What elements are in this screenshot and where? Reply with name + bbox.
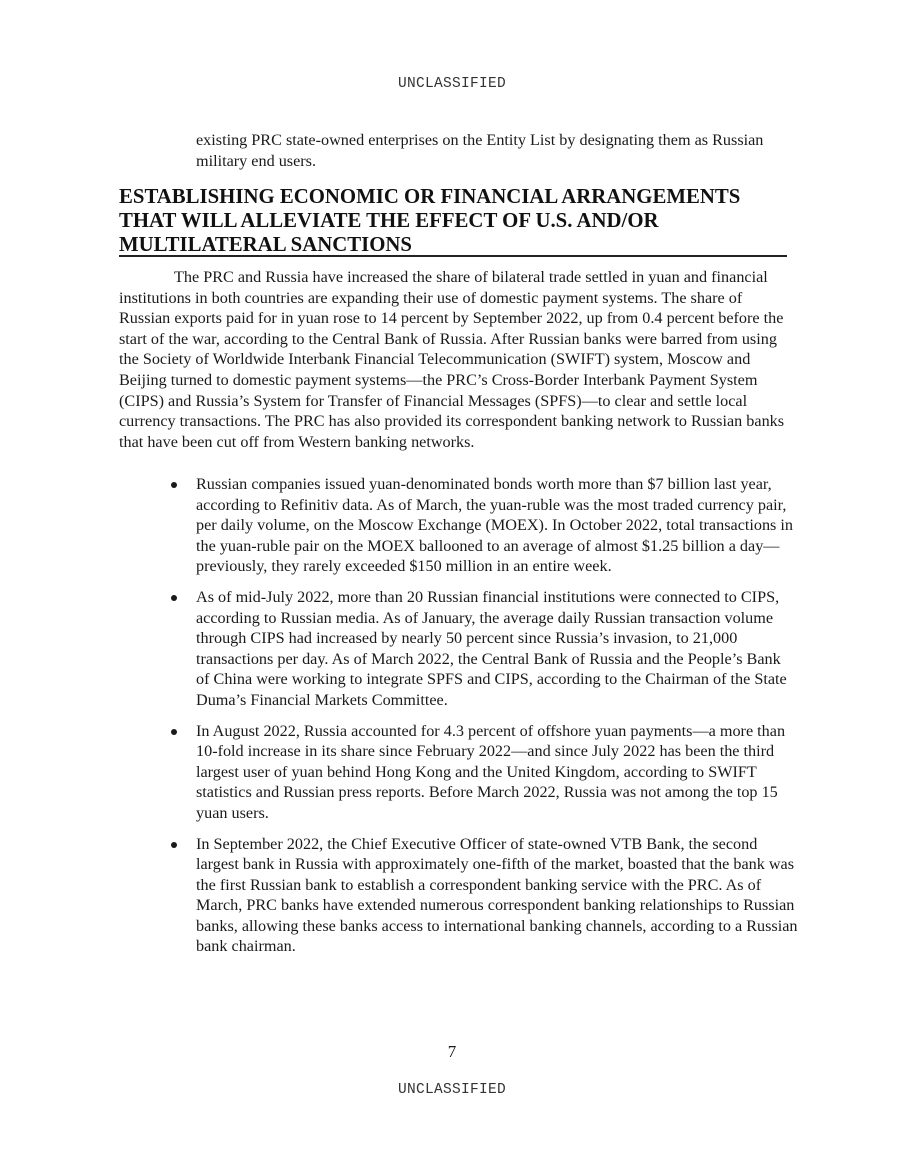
intro-paragraph: The PRC and Russia have increased the share of bilateral trade settled in yuan and financial institutions in both countries are expanding their use of domestic payment systems. The share of Russian exports paid for in yuan rose to 14 percent by September 2022, up from 0.4 percent before the start of the war, according to the Central Bank of Russia. After Russian banks were barred from using the Society of Worldwide Interbank Financial Telecommunication (SWIFT) system, Moscow and Beijing turned to domestic payment systems—the PRC’s Cross-Border Interbank Payment System (CIPS) and Russia’s System for Transfer of Financial Messages (SPFS)—to clear and settle local currency transactions. The PRC has also provided its correspondent banking network to Russian banks that have been cut off from Western banking networks. [119, 268, 785, 451]
bullet-text: In August 2022, Russia accounted for 4.3 percent of offshore yuan payments—a more than 10-fold increase in its share since February 2022—and since July 2022 has been the third largest user of yuan behind Hong Kong and the United Kingdom, according to SWIFT statistics and Russian press reports. Before March 2022, Russia was not among the top 15 yuan users. [196, 721, 786, 822]
heading-underline [119, 255, 787, 257]
bullet-item [168, 834, 798, 958]
bullet-item [168, 587, 798, 711]
bullet-dot-icon [171, 842, 177, 848]
bullet-text: In September 2022, the Chief Executive Officer of state-owned VTB Bank, the second largest bank in Russia with approximately one-fifth of the market, boasted that the bank was the first Russian bank to establish a correspondent banking service with the PRC. As of March, PRC banks have extended numerous correspondent banking relationships to Russian banks, allowing these banks access to international banking channels, according to a Russian bank chairman. [196, 834, 798, 956]
bullet-dot-icon [171, 729, 177, 735]
bullet-text: Russian companies issued yuan-denominated bonds worth more than $7 billion last year, according to Refinitiv data. As of March, the yuan-ruble was the most traded currency pair, per daily volume, on the Moscow Exchange (MOEX). In October 2022, total transactions in the yuan-ruble pair on the MOEX ballooned to an average of almost $1.25 billion a day—previously, they rarely exceeded $150 million in an entire week. [196, 475, 793, 576]
bottom-classification-marking: UNCLASSIFIED [397, 1082, 507, 1098]
page-number: 7 [447, 1042, 457, 1061]
bullet-text: As of mid-July 2022, more than 20 Russian financial institutions were connected to CIPS, according to Russian media. As of January, the average daily Russian transaction volume through CIPS had increased by nearly 50 percent since Russia’s invasion, to 21,000 transactions per day. As of March 2022, the Central Bank of Russia and the People’s Bank of China were working to integrate SPFS and CIPS, according to the Chairman of the State Duma’s Financial Markets Committee. [196, 587, 787, 709]
continuation-paragraph: existing PRC state-owned enterprises on the Entity List by designating them as Russian military end users. [196, 131, 764, 170]
bullet-list [168, 474, 798, 967]
bullet-item [168, 474, 798, 577]
top-classification-marking: UNCLASSIFIED [397, 76, 507, 92]
bullet-dot-icon [171, 482, 177, 488]
bullet-item [168, 721, 798, 824]
bullet-dot-icon [171, 595, 177, 601]
section-heading: ESTABLISHING ECONOMIC OR FINANCIAL ARRANGEMENTS THAT WILL ALLEVIATE THE EFFECT OF U.S. AND/OR MULTILATERAL SANCTIONS [119, 185, 741, 256]
